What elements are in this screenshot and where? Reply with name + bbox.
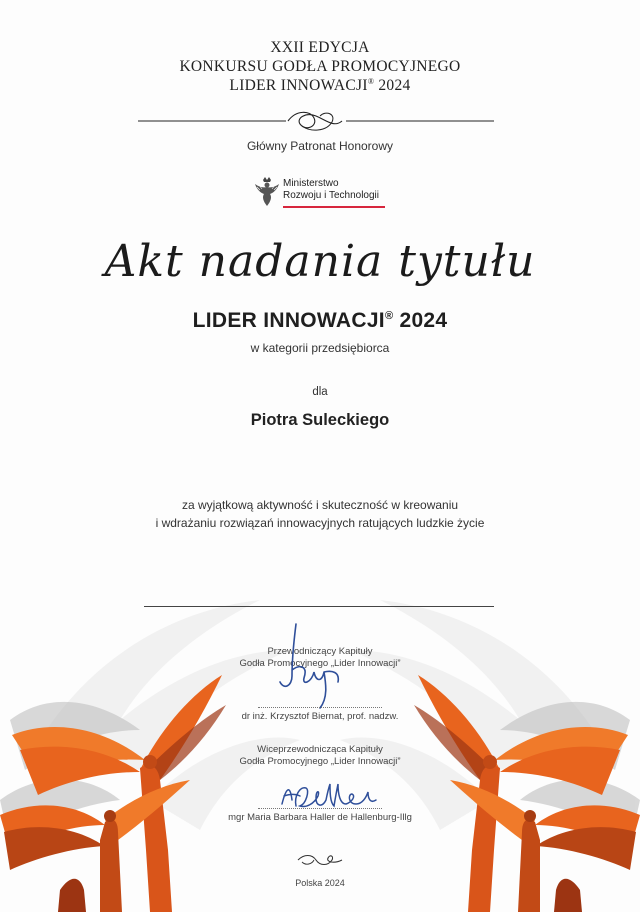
polish-eagle-icon [254, 176, 280, 208]
main-signature-line [144, 606, 494, 607]
ministry-name-line1: Ministerstwo [283, 178, 339, 189]
signatory-2-dotted-line [258, 808, 382, 809]
signatory-2-role [0, 744, 640, 768]
award-title [0, 309, 640, 333]
citation-line-2: i wdrażaniu rozwiązań innowacyjnych ratujących ludzkie życie [155, 516, 485, 530]
ministry-accent-line [283, 206, 385, 208]
certificate-script-title: Akt nadania tytułu [104, 236, 536, 287]
for-label: dla [312, 386, 328, 398]
signatory-1-dotted-line [258, 707, 382, 708]
ministry-name-line2: Rozwoju i Technologii [283, 190, 379, 201]
citation-line-1: za wyjątkową aktywność i skuteczność w kreowaniu [181, 498, 459, 512]
top-flourish-ornament [138, 108, 494, 134]
award-citation [0, 496, 640, 532]
signatory-2-role-line1: Wiceprzewodnicząca Kapituły [257, 744, 383, 755]
recipient-name: Piotra Suleckiego [250, 411, 390, 429]
contest-text: KONKURSU GODŁA PROMOCYJNEGO [179, 58, 461, 75]
award-category: w kategorii przedsiębiorca [250, 341, 390, 355]
header-title-year: 2024 [374, 77, 411, 94]
signatory-1-role-line2: Godła Promocyjnego „Lider Innowacji” [239, 658, 401, 669]
award-title-year: 2024 [393, 309, 448, 332]
patronage-label: Główny Patronat Honorowy [246, 139, 394, 153]
award-title-main: LIDER INNOWACJI [192, 309, 385, 332]
right-angel-statues-graphic [412, 650, 640, 912]
header-title-main: LIDER INNOWACJI [229, 77, 368, 94]
bottom-flourish-ornament [296, 852, 344, 868]
left-angel-statues-graphic [0, 650, 230, 912]
ministry-name [283, 178, 379, 202]
signatory-2-name: mgr Maria Barbara Haller de Hallenburg-Illg [228, 812, 412, 823]
contest-header [0, 38, 640, 95]
place-and-date: Polska 2024 [295, 878, 345, 888]
ministry-logo [252, 172, 388, 216]
header-title [0, 76, 640, 95]
award-registered-mark: ® [384, 310, 394, 322]
signatory-2-role-line2: Godła Promocyjnego „Lider Innowacji” [239, 756, 401, 767]
signature-1-handwriting [262, 620, 362, 712]
edition-text: XXII EDYCJA [270, 39, 370, 56]
signatory-1-name: dr inż. Krzysztof Biernat, prof. nadzw. [241, 711, 399, 722]
signatory-1-role-line1: Przewodniczący Kapituły [267, 646, 373, 657]
registered-mark: ® [367, 76, 375, 86]
